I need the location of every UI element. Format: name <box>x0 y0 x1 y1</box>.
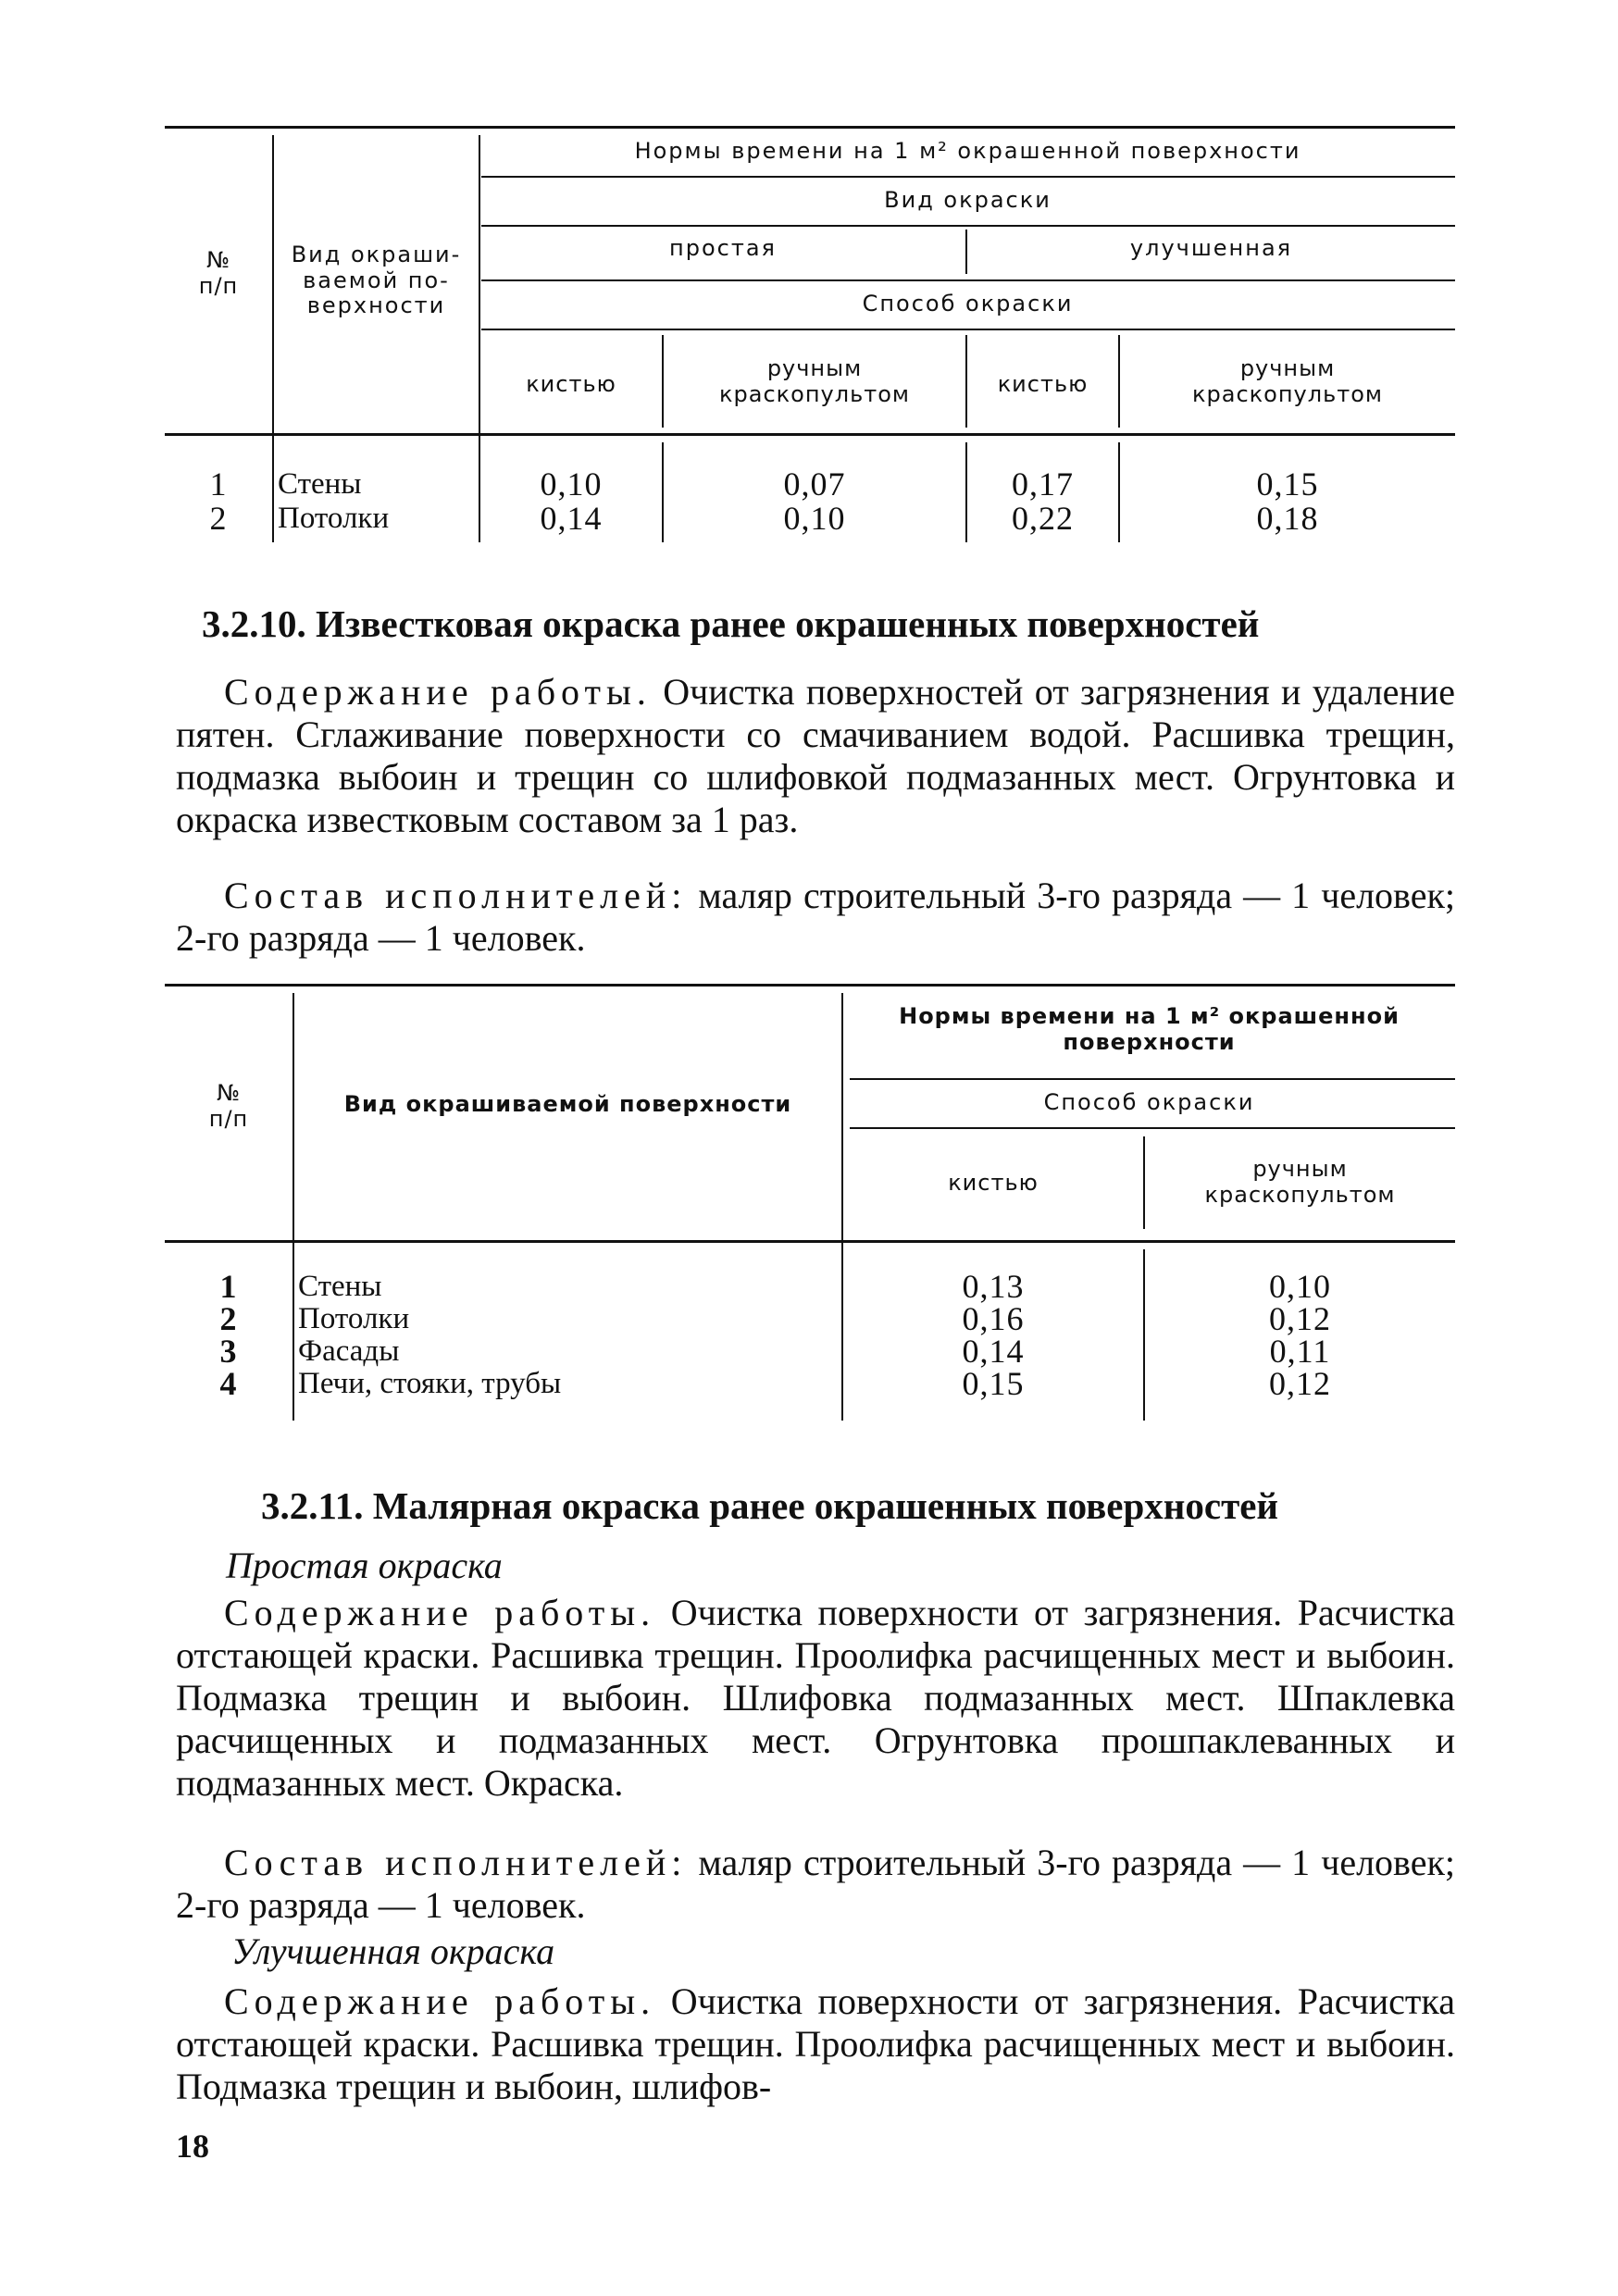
t2-row-brush: 0,13 <box>962 1268 1025 1305</box>
t2-row-surface: Потолки <box>298 1302 410 1335</box>
t2-method-header: Способ окраски <box>1043 1089 1255 1115</box>
simple-crew-paragraph <box>176 1842 1455 1927</box>
t1-col-surface-header: Вид окраши- ваемой по- верхности <box>291 242 462 319</box>
t1-row-no: 1 <box>209 465 228 503</box>
t1-row-improved-sprayer: 0,18 <box>1256 500 1319 537</box>
t1-col-no-header: № п/п <box>198 247 239 299</box>
t2-row-sprayer: 0,12 <box>1269 1365 1331 1402</box>
t1-row-simple-brush: 0,14 <box>540 500 603 537</box>
improved-work-text: Очистка поверхности от загрязнения. Расчистка отстающей краски. Расшивка трещин. Проолифка расчищенных мест и выбоин. Подмазка трещин и выбоин, шлифов- <box>176 1980 1455 2107</box>
t1-row-improved-brush: 0,22 <box>1012 500 1074 537</box>
section-3-2-10-work-paragraph <box>176 671 1455 841</box>
simple-crew-label: Состав исполнителей: <box>224 1842 688 1883</box>
t1-row-improved-brush: 0,17 <box>1012 465 1074 503</box>
t2-row-brush: 0,15 <box>962 1365 1025 1402</box>
section-3-2-10-crew-paragraph <box>176 875 1455 960</box>
t2-sprayer-header: ручным краскопультом <box>1204 1156 1396 1208</box>
t2-row-surface: Печи, стояки, трубы <box>298 1367 562 1400</box>
improved-work-paragraph <box>176 1980 1455 2108</box>
work-content-text: Очистка поверхностей от загрязнения и удаление пятен. Сглаживание поверхности со смачиванием водой. Расшивка трещин, подмазка выбоин и трещин со шлифовкой подмазанных мест. Огрунтовка и окраска известковым составом за 1 раз. <box>176 671 1455 840</box>
t1-row-surface: Потолки <box>278 502 390 535</box>
t2-row-surface: Фасады <box>298 1334 400 1368</box>
simple-work-label: Содержание работы. <box>224 1592 656 1633</box>
t1-simple-header: простая <box>669 235 777 261</box>
improved-paint-title: Улучшенная окраска <box>231 1930 555 1972</box>
t1-row-simple-sprayer: 0,10 <box>783 500 846 537</box>
crew-text: маляр строительный 3-го разряда — 1 человек; 2-го разряда — 1 человек. <box>176 875 1455 959</box>
t1-paint-kind-header: Вид окраски <box>884 187 1052 213</box>
improved-work-label: Содержание работы. <box>224 1980 656 2022</box>
t1-row-improved-sprayer: 0,15 <box>1256 465 1319 503</box>
t2-norm-header: Нормы времени на 1 м² окрашенной поверхности <box>899 1003 1400 1055</box>
t1-row-no: 2 <box>209 500 228 537</box>
t2-col-no-header: № п/п <box>208 1080 249 1132</box>
t1-row-simple-sprayer: 0,07 <box>783 465 846 503</box>
t1-method-header: Способ окраски <box>862 291 1074 316</box>
t2-row-no: 2 <box>219 1300 238 1337</box>
t2-brush-header: кистью <box>948 1170 1039 1196</box>
section-3-2-11-heading: 3.2.11. Малярная окраска ранее окрашенных поверхностей <box>261 1484 1279 1527</box>
t2-row-brush: 0,16 <box>962 1300 1025 1337</box>
t2-row-sprayer: 0,10 <box>1269 1268 1331 1305</box>
simple-crew-text: маляр строительный 3-го разряда — 1 человек; 2-го разряда — 1 человек. <box>176 1842 1455 1926</box>
t1-improved-brush-header: кистью <box>997 371 1089 397</box>
simple-paint-title: Простая окраска <box>226 1545 503 1586</box>
simple-work-text: Очистка поверхности от загрязнения. Расчистка отстающей краски. Расшивка трещин. Проолифка расчищенных мест и выбоин. Подмазка трещин и выбоин. Шлифовка подмазанных мест. Шпаклевка расчищенных и подмазанных мест. Огрунтовка прошпаклеванных и подмазанных мест. Окраска. <box>176 1592 1455 1804</box>
work-content-label: Содержание работы. <box>224 671 652 713</box>
crew-label: Состав исполнителей: <box>224 875 688 916</box>
t2-row-brush: 0,14 <box>962 1333 1025 1370</box>
t2-row-sprayer: 0,12 <box>1269 1300 1331 1337</box>
t1-row-simple-brush: 0,10 <box>540 465 603 503</box>
section-3-2-10-heading: 3.2.10. Известковая окраска ранее окрашенных поверхностей <box>202 602 1260 645</box>
t1-norm-header: Нормы времени на 1 м² окрашенной поверхности <box>634 138 1301 164</box>
t1-simple-brush-header: кистью <box>526 371 616 397</box>
t1-improved-header: улучшенная <box>1129 235 1293 261</box>
page-number: 18 <box>176 2128 209 2165</box>
t2-row-no: 3 <box>219 1333 238 1370</box>
t1-improved-sprayer-header: ручным краскопультом <box>1192 355 1383 407</box>
t2-row-surface: Стены <box>298 1270 382 1303</box>
t2-row-no: 4 <box>219 1365 238 1402</box>
t1-row-surface: Стены <box>278 467 362 501</box>
t2-col-surface-header: Вид окрашиваемой поверхности <box>343 1091 792 1117</box>
t1-simple-sprayer-header: ручным краскопультом <box>719 355 910 407</box>
t2-row-no: 1 <box>219 1268 238 1305</box>
simple-work-paragraph <box>176 1592 1455 1805</box>
t2-row-sprayer: 0,11 <box>1269 1333 1331 1370</box>
